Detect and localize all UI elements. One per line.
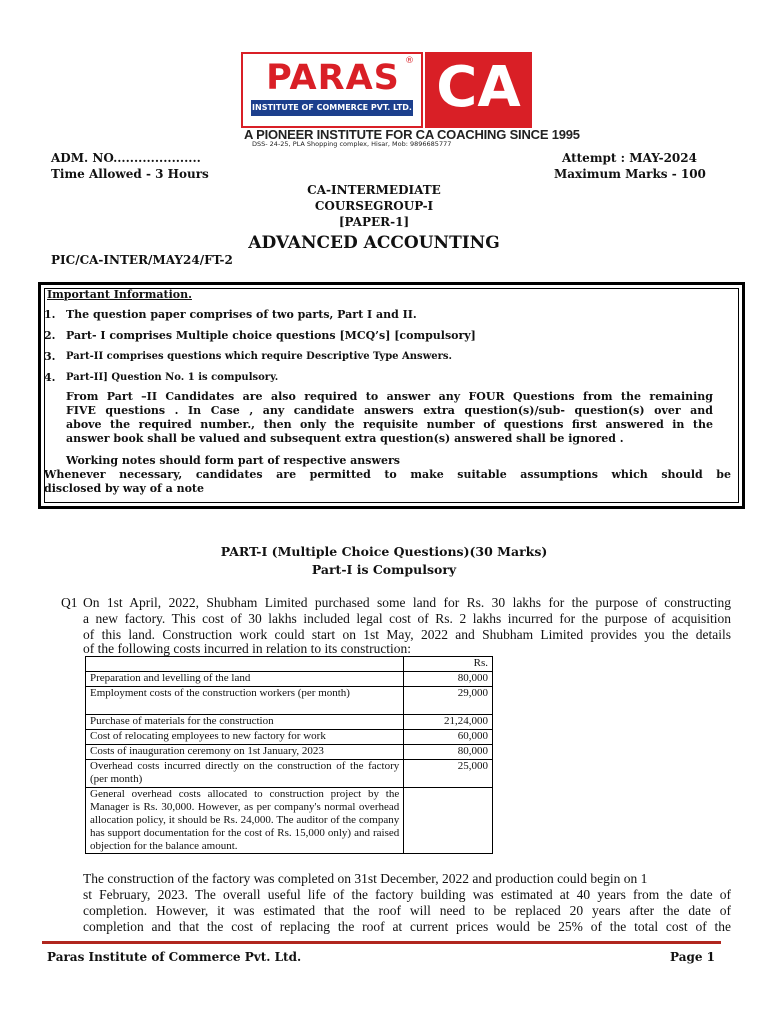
paper-title: ADVANCED ACCOUNTING bbox=[248, 233, 500, 253]
table-header-amount: Rs. bbox=[404, 657, 493, 672]
cost-amount: 25,000 bbox=[404, 760, 493, 788]
cost-description: Purchase of materials for the construction bbox=[86, 715, 404, 730]
cost-description: Cost of relocating employees to new factory for work bbox=[86, 730, 404, 745]
table-row bbox=[86, 687, 493, 715]
info-item-3-number: 3. bbox=[44, 350, 56, 363]
working-notes: Working notes should form part of respective answers bbox=[66, 454, 400, 467]
info-paragraph-line-4: answer book shall be valued and subsequent extra question(s) answered shall be ignored . bbox=[66, 432, 624, 445]
info-item-3-text: Part-II comprises questions which require Descriptive Type Answers. bbox=[66, 351, 453, 362]
info-item-1-text: The question paper comprises of two parts, Part I and II. bbox=[66, 308, 417, 321]
cost-description: Overhead costs incurred directly on the construction of the factory (per month) bbox=[86, 760, 404, 788]
table-row bbox=[86, 760, 493, 788]
logo-name: PARAS bbox=[266, 58, 400, 98]
question-body-line-2: st February, 2023. The overall useful life of the factory building was estimated at 40 years from the date of bbox=[83, 887, 731, 902]
info-item-2-number: 2. bbox=[44, 329, 56, 342]
logo-left-panel bbox=[241, 52, 423, 128]
logo-ca: CA bbox=[436, 55, 521, 120]
paper-code: PIC/CA-INTER/MAY24/FT-2 bbox=[51, 253, 233, 267]
table-row bbox=[86, 788, 493, 854]
table-row bbox=[86, 715, 493, 730]
footer-company: Paras Institute of Commerce Pvt. Ltd. bbox=[47, 950, 302, 964]
cost-amount: 80,000 bbox=[404, 672, 493, 687]
institute-address: DSS- 24-25, PLA Shopping complex, Hisar, Mob: 9896685777 bbox=[252, 140, 452, 148]
logo-registered-mark: ® bbox=[405, 56, 414, 66]
footer-rule bbox=[42, 941, 721, 944]
question-body-line-3: completion. However, it was estimated that the roof will need to be replaced 20 years after the date of bbox=[83, 903, 731, 918]
logo-institute-strip: INSTITUTE OF COMMERCE PVT. LTD. bbox=[251, 100, 413, 116]
question-label: Q1 bbox=[61, 595, 78, 610]
page-number: Page 1 bbox=[670, 950, 716, 964]
institute-logo bbox=[241, 52, 532, 128]
logo-right-panel bbox=[425, 52, 532, 128]
table-row bbox=[86, 745, 493, 760]
question-body-line-1: The construction of the factory was completed on 31st December, 2022 and production could begin on 1 bbox=[83, 871, 648, 886]
question-intro-line-2: a new factory. This cost of 30 lakhs included legal cost of Rs. 2 lakhs incurred for the purpose of acquisition bbox=[83, 611, 731, 626]
adm-number: ADM. NO..................... bbox=[51, 151, 201, 165]
info-heading: Important Information. bbox=[47, 288, 192, 301]
info-item-1-number: 1. bbox=[44, 308, 56, 321]
cost-amount: 60,000 bbox=[404, 730, 493, 745]
paper-number: [PAPER-1] bbox=[338, 215, 410, 229]
table-row bbox=[86, 730, 493, 745]
info-paragraph-line-2: FIVE questions . In Case , any candidate answers extra question(s)/sub- question(s) over and bbox=[66, 404, 713, 417]
info-paragraph-line-1: From Part –II Candidates are also required to answer any FOUR Questions from the remaining bbox=[66, 390, 713, 403]
cost-amount bbox=[404, 788, 493, 854]
institute-tagline: A PIONEER INSTITUTE FOR CA COACHING SINCE 1995 bbox=[244, 127, 580, 142]
part-one-heading: PART-I (Multiple Choice Questions)(30 Marks) bbox=[220, 544, 548, 559]
cost-description: Costs of inauguration ceremony on 1st January, 2023 bbox=[86, 745, 404, 760]
attempt: Attempt : MAY-2024 bbox=[562, 151, 697, 165]
cost-amount: 29,000 bbox=[404, 687, 493, 715]
assumptions-line-2: disclosed by way of a note bbox=[44, 482, 204, 495]
table-cell bbox=[86, 657, 404, 672]
info-item-4-text: Part-II] Question No. 1 is compulsory. bbox=[66, 372, 279, 383]
construction-cost-table bbox=[85, 656, 493, 854]
time-allowed: Time Allowed - 3 Hours bbox=[51, 167, 209, 181]
info-item-4-number: 4. bbox=[44, 371, 56, 384]
cost-amount: 80,000 bbox=[404, 745, 493, 760]
table-row bbox=[86, 672, 493, 687]
assumptions-line-1: Whenever necessary, candidates are permitted to make suitable assumptions which should be bbox=[44, 468, 731, 481]
cost-description: General overhead costs allocated to construction project by the Manager is Rs. 30,000. However, as per company's normal overhead allocation policy, it should be Rs. 24,000. The auditor of the company has support documentation for the cost of Rs. 15,000 only) and raised objection for the balance amount. bbox=[86, 788, 404, 854]
question-intro-line-4: of the following costs incurred in relation to its construction: bbox=[83, 641, 412, 656]
question-intro-line-1: On 1st April, 2022, Shubham Limited purchased some land for Rs. 30 lakhs for the purpose of constructing bbox=[83, 595, 731, 610]
question-body-line-4: completion and that the cost of replacing the roof at current prices would be 25% of the total cost of the bbox=[83, 919, 731, 934]
info-paragraph-line-3: above the required number., then only the requisite number of questions first answered in the bbox=[66, 418, 713, 431]
cost-description: Employment costs of the construction workers (per month) bbox=[86, 687, 404, 715]
part-one-subheading: Part-I is Compulsory bbox=[311, 562, 457, 577]
course-group: COURSEGROUP-I bbox=[314, 199, 434, 213]
table-header-row bbox=[86, 657, 493, 672]
question-intro-line-3: of this land. Construction work could start on 1st May, 2022 and Shubham Limited provides you the details bbox=[83, 627, 731, 642]
cost-description: Preparation and levelling of the land bbox=[86, 672, 404, 687]
course-level: CA-INTERMEDIATE bbox=[307, 183, 441, 197]
info-item-2-text: Part- I comprises Multiple choice questions [MCQ’s] [compulsory] bbox=[66, 329, 476, 342]
cost-amount: 21,24,000 bbox=[404, 715, 493, 730]
maximum-marks: Maximum Marks - 100 bbox=[554, 167, 706, 181]
